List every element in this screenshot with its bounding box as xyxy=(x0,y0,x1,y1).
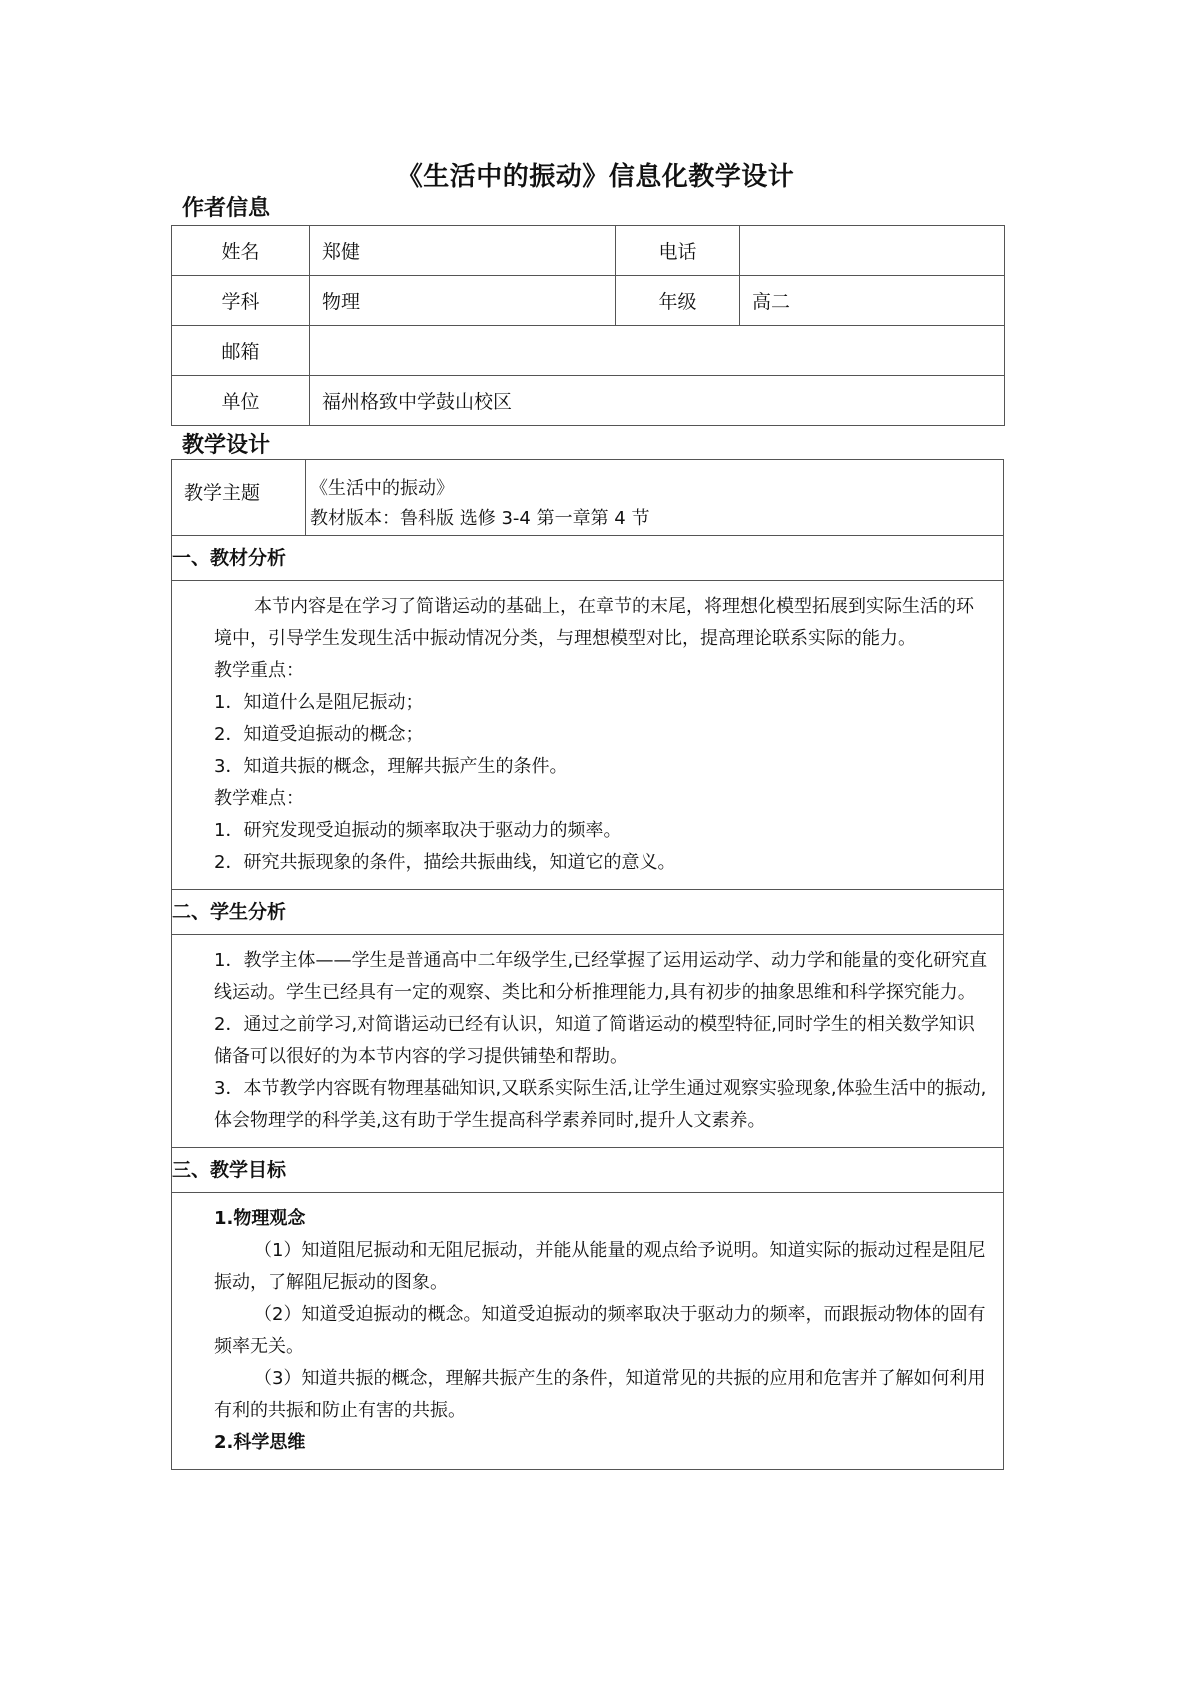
design-section-heading: 教学设计 xyxy=(182,433,271,458)
theme-value xyxy=(306,460,649,535)
phone-label: 电话 xyxy=(616,226,740,276)
list-item: 1．研究发现受迫振动的频率取决于驱动力的频率。 xyxy=(214,820,622,841)
list-item: 2．知道受迫振动的概念； xyxy=(214,724,424,745)
subject-value: 物理 xyxy=(310,276,616,326)
material-analysis-content xyxy=(172,581,1003,890)
list-item: 3．本节教学内容既有物理基础知识,又联系实际生活,让学生通过观察实验现象,体验生活中的振动,体会物理学的科学美,这有助于学生提高科学素养同时,提升人文素养。 xyxy=(214,1078,987,1131)
student-analysis-heading: 二、学生分析 xyxy=(172,890,1003,935)
list-item: （3）知道共振的概念，理解共振产生的条件，知道常见的共振的应用和危害并了解如何利用有利的共振和防止有害的共振。 xyxy=(214,1368,986,1421)
list-item: 1．教学主体——学生是普通高中二年级学生,已经掌握了运用运动学、动力学和能量的变化研究直线运动。学生已经具有一定的观察、类比和分析推理能力,具有初步的抽象思维和科学探究能力。 xyxy=(214,950,988,1003)
email-label: 邮箱 xyxy=(172,326,310,376)
phone-value xyxy=(740,226,1005,276)
teaching-goals-content xyxy=(172,1193,1003,1469)
goal-subheading: 1.物理观念 xyxy=(214,1208,306,1229)
textbook-version: 教材版本：鲁科版 选修 3-4 第一章第 4 节 xyxy=(310,508,650,529)
theme-title: 《生活中的振动》 xyxy=(310,478,454,499)
material-analysis-heading: 一、教材分析 xyxy=(172,536,1003,581)
list-item: 3．知道共振的概念，理解共振产生的条件。 xyxy=(214,756,568,777)
unit-label: 单位 xyxy=(172,376,310,426)
teaching-goals-heading: 三、教学目标 xyxy=(172,1148,1003,1193)
email-value xyxy=(310,326,1005,376)
difficulties-label: 教学难点： xyxy=(214,788,304,809)
author-info-table xyxy=(171,225,1005,426)
page-title: 《生活中的振动》信息化教学设计 xyxy=(396,162,795,192)
list-item: （1）知道阻尼振动和无阻尼振动，并能从能量的观点给予说明。知道实际的振动过程是阻尼振动，了解阻尼振动的图象。 xyxy=(214,1240,986,1293)
theme-label: 教学主题 xyxy=(172,460,306,535)
key-points-label: 教学重点： xyxy=(214,660,304,681)
subject-label: 学科 xyxy=(172,276,310,326)
grade-label: 年级 xyxy=(616,276,740,326)
theme-row xyxy=(172,460,1003,536)
student-analysis-content xyxy=(172,935,1003,1148)
list-item: 2．通过之前学习,对简谐运动已经有认识，知道了简谐运动的模型特征,同时学生的相关数学知识储备可以很好的为本节内容的学习提供铺垫和帮助。 xyxy=(214,1014,975,1067)
list-item: 2．研究共振现象的条件，描绘共振曲线，知道它的意义。 xyxy=(214,852,676,873)
table-row xyxy=(172,376,1005,426)
table-row xyxy=(172,326,1005,376)
table-row xyxy=(172,276,1005,326)
list-item: （2）知道受迫振动的概念。知道受迫振动的频率取决于驱动力的频率，而跟振动物体的固有频率无关。 xyxy=(214,1304,986,1357)
name-value: 郑健 xyxy=(310,226,616,276)
author-section-heading: 作者信息 xyxy=(182,196,271,221)
grade-value: 高二 xyxy=(740,276,1005,326)
table-row xyxy=(172,226,1005,276)
name-label: 姓名 xyxy=(172,226,310,276)
unit-value: 福州格致中学鼓山校区 xyxy=(310,376,1005,426)
goal-subheading: 2.科学思维 xyxy=(214,1432,306,1453)
list-item: 1．知道什么是阻尼振动； xyxy=(214,692,424,713)
material-intro: 本节内容是在学习了简谐运动的基础上，在章节的末尾，将理想化模型拓展到实际生活的环境中，引导学生发现生活中振动情况分类，与理想模型对比，提高理论联系实际的能力。 xyxy=(214,596,974,649)
design-table xyxy=(171,459,1004,1470)
